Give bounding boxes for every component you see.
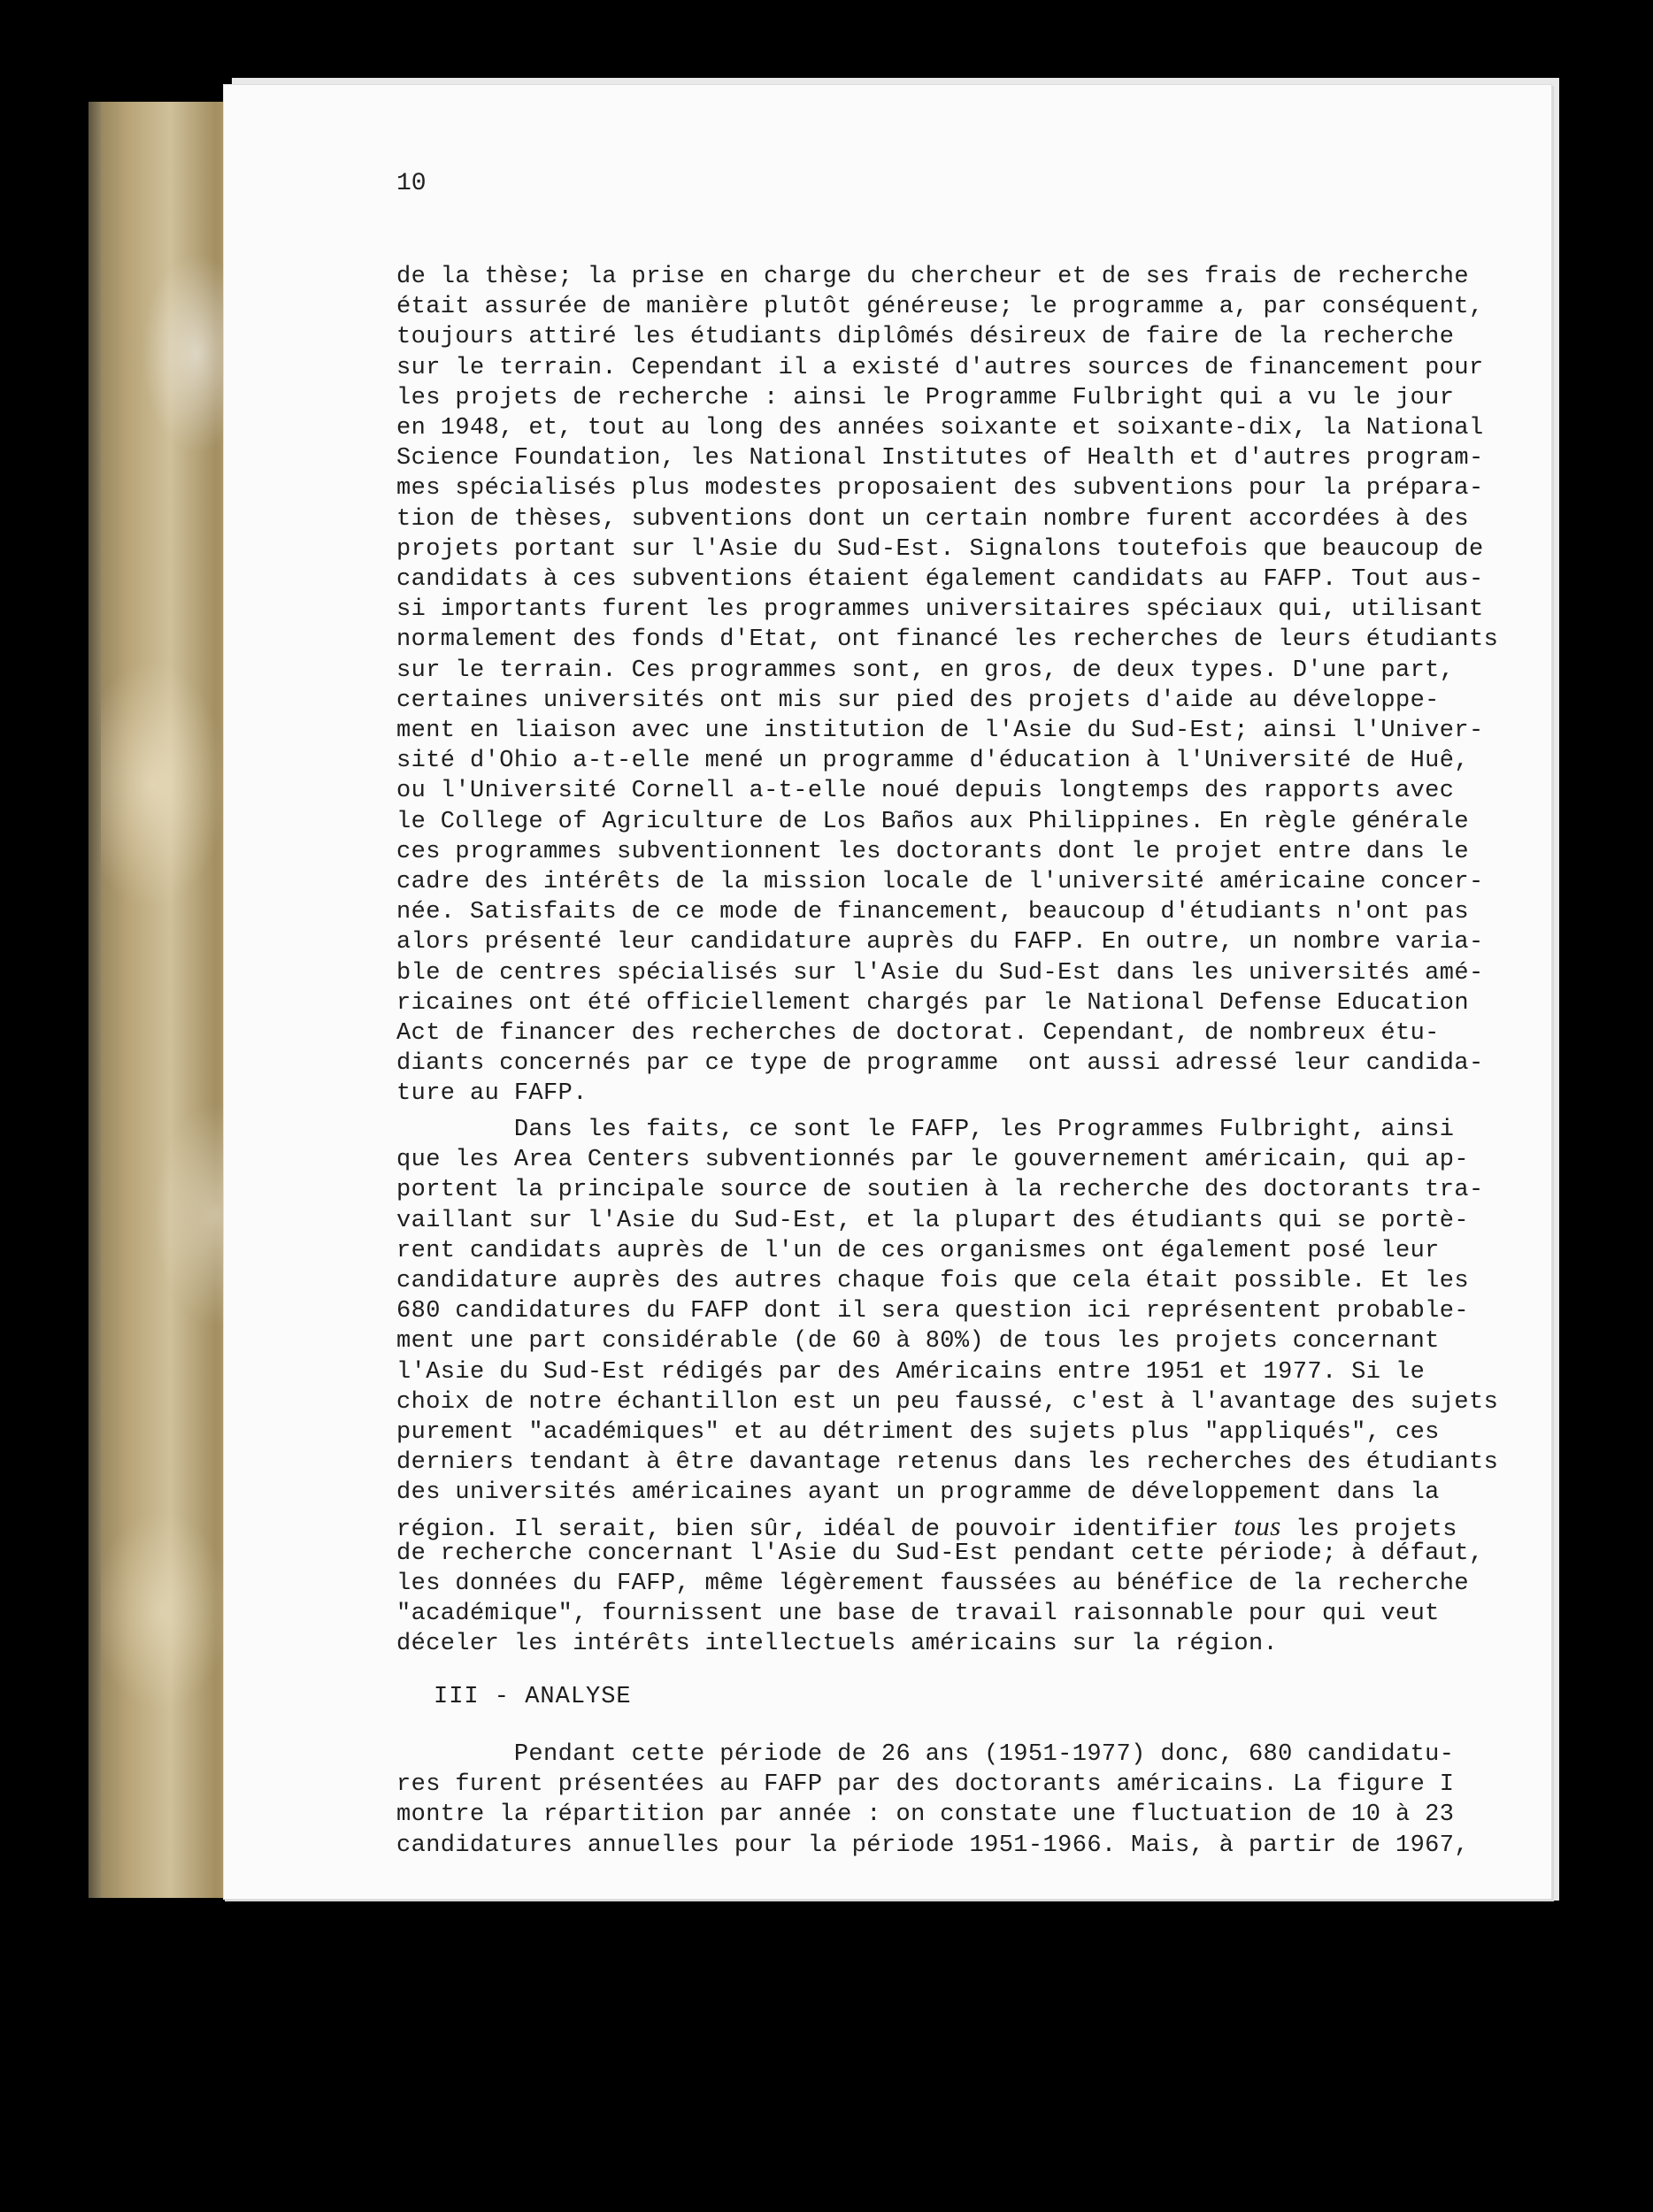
text-line: sur le terrain. Ces programmes sont, en gros, de deux types. D'une part, bbox=[396, 657, 1455, 684]
text-line: née. Satisfaits de ce mode de financement, beaucoup d'étudiants n'ont pas bbox=[396, 899, 1469, 926]
text-line: des universités américaines ayant un programme de développement dans la bbox=[396, 1479, 1440, 1507]
text-line: sité d'Ohio a-t-elle mené un programme d'éducation à l'Université de Huê, bbox=[396, 748, 1469, 775]
text-line: rent candidats auprès de l'un de ces organismes ont également posé leur bbox=[396, 1237, 1440, 1264]
text-line: normalement des fonds d'Etat, ont financé les recherches de leurs étudiants bbox=[396, 626, 1499, 654]
text-line bbox=[396, 1510, 1457, 1543]
text-line: portent la principale source de soutien à la recherche des doctorants tra- bbox=[396, 1177, 1484, 1204]
text-line: sur le terrain. Cependant il a existé d'autres sources de financement pour bbox=[396, 354, 1484, 381]
text-line: Pendant cette période de 26 ans (1951-1977) donc, 680 candidatu- bbox=[396, 1741, 1455, 1768]
text-line: candidature auprès des autres chaque fois que cela était possible. Et les bbox=[396, 1268, 1469, 1294]
text-line: ces programmes subventionnent les doctorants dont le projet entre dans le bbox=[396, 838, 1469, 865]
text-line: ture au FAFP. bbox=[396, 1080, 588, 1108]
text-line: res furent présentées au FAFP par des doctorants américains. La figure I bbox=[396, 1771, 1455, 1799]
text-line: ble de centres spécialisés sur l'Asie du Sud-Est dans les universités amé- bbox=[396, 959, 1484, 987]
text-line: si importants furent les programmes universitaires spéciaux qui, utilisant bbox=[396, 596, 1484, 624]
text-line: cadre des intérêts de la mission locale de l'université américaine concer- bbox=[396, 869, 1484, 895]
text-line: l'Asie du Sud-Est rédigés par des Américains entre 1951 et 1977. Si le bbox=[396, 1358, 1426, 1386]
text-line: vaillant sur l'Asie du Sud-Est, et la plupart des étudiants qui se portè- bbox=[396, 1207, 1469, 1234]
text-segment: les projets bbox=[1280, 1516, 1457, 1543]
text-line: Dans les faits, ce sont le FAFP, les Programmes Fulbright, ainsi bbox=[396, 1117, 1455, 1143]
text-line: "académique", fournissent une base de travail raisonnable pour qui veut bbox=[396, 1601, 1440, 1628]
text-line: toujours attiré les étudiants diplômés désireux de faire de la recherche bbox=[396, 324, 1455, 351]
text-line: candidatures annuelles pour la période 1951-1966. Mais, à partir de 1967, bbox=[396, 1832, 1469, 1859]
text-line: de recherche concernant l'Asie du Sud-Est pendant cette période; à défaut, bbox=[396, 1540, 1484, 1567]
text-line: Act de financer des recherches de doctorat. Cependant, de nombreux étu- bbox=[396, 1020, 1440, 1047]
text-line: 680 candidatures du FAFP dont il sera question ici représentent probable- bbox=[396, 1298, 1469, 1325]
text-line: ment une part considérable (de 60 à 80%) de tous les projets concernant bbox=[396, 1328, 1440, 1356]
text-line: de la thèse; la prise en charge du chercheur et de ses frais de recherche bbox=[396, 264, 1469, 290]
text-line: Science Foundation, les National Institutes of Health et d'autres program- bbox=[396, 445, 1484, 472]
text-line: projets portant sur l'Asie du Sud-Est. Signalons toutefois que beaucoup de bbox=[396, 535, 1484, 563]
text-line: en 1948, et, tout au long des années soixante et soixante-dix, la National bbox=[396, 415, 1484, 442]
text-line: était assurée de manière plutôt généreuse; le programme a, par conséquent, bbox=[396, 294, 1484, 321]
text-line: alors présenté leur candidature auprès du FAFP. En outre, un nombre varia- bbox=[396, 929, 1484, 956]
text-line: candidats à ces subventions étaient également candidats au FAFP. Tout aus- bbox=[396, 566, 1484, 593]
text-line: diants concernés par ce type de programme ont aussi adressé leur candida- bbox=[396, 1050, 1484, 1078]
italic-emphasis: tous bbox=[1234, 1509, 1281, 1541]
text-segment: région. Il serait, bien sûr, idéal de pouvoir identifier bbox=[396, 1516, 1234, 1543]
text-line: le College of Agriculture de Los Baños aux Philippines. En règle générale bbox=[396, 808, 1469, 835]
text-line: les projets de recherche : ainsi le Programme Fulbright qui a vu le jour bbox=[396, 384, 1455, 411]
text-line: certaines universités ont mis sur pied des projets d'aide au développe- bbox=[396, 687, 1440, 714]
text-line: choix de notre échantillon est un peu faussé, c'est à l'avantage des sujets bbox=[396, 1388, 1499, 1416]
text-line: montre la répartition par année : on constate une fluctuation de 10 à 23 bbox=[396, 1801, 1455, 1829]
text-line: derniers tendant à être davantage retenus dans les recherches des étudiants bbox=[396, 1449, 1499, 1477]
text-line: purement "académiques" et au détriment des sujets plus "appliqués", ces bbox=[396, 1419, 1440, 1446]
text-line: tion de thèses, subventions dont un certain nombre furent accordées à des bbox=[396, 505, 1469, 533]
text-line: ment en liaison avec une institution de l'Asie du Sud-Est; ainsi l'Univer- bbox=[396, 718, 1484, 744]
text-line: les données du FAFP, même légèrement faussées au bénéfice de la recherche bbox=[396, 1571, 1469, 1597]
binding-edge bbox=[88, 102, 101, 1898]
text-line: déceler les intérêts intellectuels américains sur la région. bbox=[396, 1631, 1279, 1658]
text-line: ou l'Université Cornell a-t-elle noué depuis longtemps des rapports avec bbox=[396, 778, 1455, 805]
page-number: 10 bbox=[396, 170, 427, 197]
text-line: que les Area Centers subventionnés par le gouvernement américain, qui ap- bbox=[396, 1147, 1469, 1174]
section-heading: III - ANALYSE bbox=[434, 1684, 632, 1710]
text-line: ricaines ont été officiellement chargés par le National Defense Education bbox=[396, 989, 1469, 1017]
text-line: mes spécialisés plus modestes proposaient des subventions pour la prépara- bbox=[396, 475, 1484, 503]
